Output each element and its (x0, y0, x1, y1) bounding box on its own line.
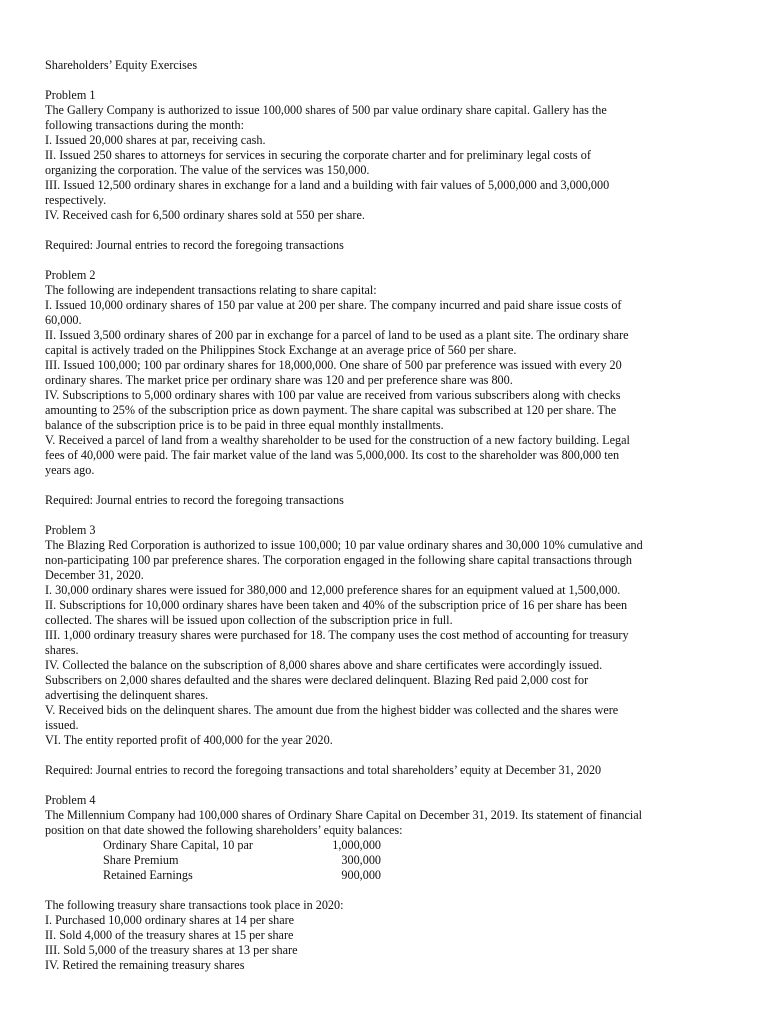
problem-text-line: The following are independent transactions relating to share capital: (45, 283, 377, 297)
problem-text-line: The following treasury share transactions took place in 2020: (45, 898, 344, 912)
problem-required: Required: Journal entries to record the foregoing transactions (45, 238, 344, 252)
balance-label: Share Premium (103, 853, 179, 867)
problem-text-line: advertising the delinquent shares. (45, 688, 209, 702)
problem-heading: Problem 4 (45, 793, 96, 807)
problem-text-line: The Gallery Company is authorized to issue 100,000 shares of 500 par value ordinary share capital. Gallery has the (45, 103, 607, 117)
problem-text-line: collected. The shares will be issued upon collection of the subscription price in full. (45, 613, 453, 627)
balance-value: 300,000 (341, 853, 381, 867)
problem-text-line: III. Issued 100,000; 100 par ordinary shares for 18,000,000. One share of 500 par preference was issued with every 20 (45, 358, 622, 372)
problem-text-line: The Millennium Company had 100,000 shares of Ordinary Share Capital on December 31, 2019. Its statement of financial (45, 808, 643, 822)
problem-text-line: I. Issued 20,000 shares at par, receiving cash. (45, 133, 266, 147)
problem-text-line: II. Subscriptions for 10,000 ordinary shares have been taken and 40% of the subscription price of 16 per share has been (45, 598, 628, 612)
transaction-line: IV. Retired the remaining treasury shares (45, 958, 245, 972)
problem-text-line: following transactions during the month: (45, 118, 245, 132)
problem-text-line: respectively. (45, 193, 107, 207)
problem-text-line: IV. Subscriptions to 5,000 ordinary shares with 100 par value are received from various subscribers along with checks (45, 388, 621, 402)
problem-text-line: Subscribers on 2,000 shares defaulted and the shares were declared delinquent. Blazing Red paid 2,000 cost for (45, 673, 589, 687)
balance-label: Retained Earnings (103, 868, 193, 882)
problem-4 (45, 793, 724, 973)
problem-text-line: III. 1,000 ordinary treasury shares were purchased for 18. The company uses the cost method of accounting for treasury (45, 628, 629, 642)
balance-value: 1,000,000 (332, 838, 381, 852)
problem-text-line: IV. Received cash for 6,500 ordinary shares sold at 550 per share. (45, 208, 365, 222)
problem-required: Required: Journal entries to record the foregoing transactions (45, 493, 344, 507)
transaction-line: II. Sold 4,000 of the treasury shares at 15 per share (45, 928, 294, 942)
problem-text-line: 60,000. (45, 313, 82, 327)
problem-text-line: organizing the corporation. The value of the services was 150,000. (45, 163, 370, 177)
problem-1 (45, 88, 724, 253)
problem-heading: Problem 2 (45, 268, 96, 282)
problem-text-line: ordinary shares. The market price per ordinary share was 120 and per preference share was 800. (45, 373, 513, 387)
problem-3 (45, 523, 724, 778)
transaction-line: III. Sold 5,000 of the treasury shares at 13 per share (45, 943, 298, 957)
problem-required: Required: Journal entries to record the foregoing transactions and total shareholders’ equity at December 31, 2020 (45, 763, 602, 777)
problem-text-line: shares. (45, 643, 79, 657)
problem-text-line: III. Issued 12,500 ordinary shares in exchange for a land and a building with fair values of 5,000,000 and 3,000,000 (45, 178, 610, 192)
problem-heading: Problem 3 (45, 523, 96, 537)
problem-text-line: I. 30,000 ordinary shares were issued for 380,000 and 12,000 preference shares for an equipment valued at 1,500,000. (45, 583, 621, 597)
problem-text-line: capital is actively traded on the Philippines Stock Exchange at an average price of 560 per share. (45, 343, 517, 357)
problem-text-line: non-participating 100 par preference shares. The corporation engaged in the following share capital transactions through (45, 553, 632, 567)
problem-text-line: I. Issued 10,000 ordinary shares of 150 par value at 200 per share. The company incurred and paid share issue costs of (45, 298, 622, 312)
problem-text-line: II. Issued 3,500 ordinary shares of 200 par in exchange for a parcel of land to be used as a plant site. The ordinary share (45, 328, 629, 342)
problem-text-line: fees of 40,000 were paid. The fair market value of the land was 5,000,000. Its cost to the shareholder was 800,000 ten (45, 448, 620, 462)
problem-text-line: issued. (45, 718, 79, 732)
problem-heading: Problem 1 (45, 88, 96, 102)
problem-text-line: amounting to 25% of the subscription price as down payment. The share capital was subscribed at 120 per share. The (45, 403, 617, 417)
transaction-line: I. Purchased 10,000 ordinary shares at 14 per share (45, 913, 295, 927)
problem-text-line: IV. Collected the balance on the subscription of 8,000 shares above and share certificates were accordingly issued. (45, 658, 603, 672)
balance-value: 900,000 (341, 868, 381, 882)
problem-text-line: VI. The entity reported profit of 400,000 for the year 2020. (45, 733, 333, 747)
problem-text-line: years ago. (45, 463, 95, 477)
problem-text-line: position on that date showed the following shareholders’ equity balances: (45, 823, 403, 837)
problem-text-line: balance of the subscription price is to be paid in three equal monthly installments. (45, 418, 444, 432)
equity-balances-table (45, 838, 724, 883)
problem-text-line: V. Received bids on the delinquent shares. The amount due from the highest bidder was collected and the shares were (45, 703, 619, 717)
document-title: Shareholders’ Equity Exercises (45, 58, 198, 72)
balance-label: Ordinary Share Capital, 10 par (103, 838, 253, 852)
problem-text-line: December 31, 2020. (45, 568, 144, 582)
problem-text-line: V. Received a parcel of land from a wealthy shareholder to be used for the construction of a new factory building. Legal (45, 433, 630, 447)
problem-2 (45, 268, 724, 508)
problem-text-line: The Blazing Red Corporation is authorized to issue 100,000; 10 par value ordinary shares and 30,000 10% cumulative and (45, 538, 643, 552)
problem-text-line: II. Issued 250 shares to attorneys for services in securing the corporate charter and for preliminary legal costs of (45, 148, 591, 162)
